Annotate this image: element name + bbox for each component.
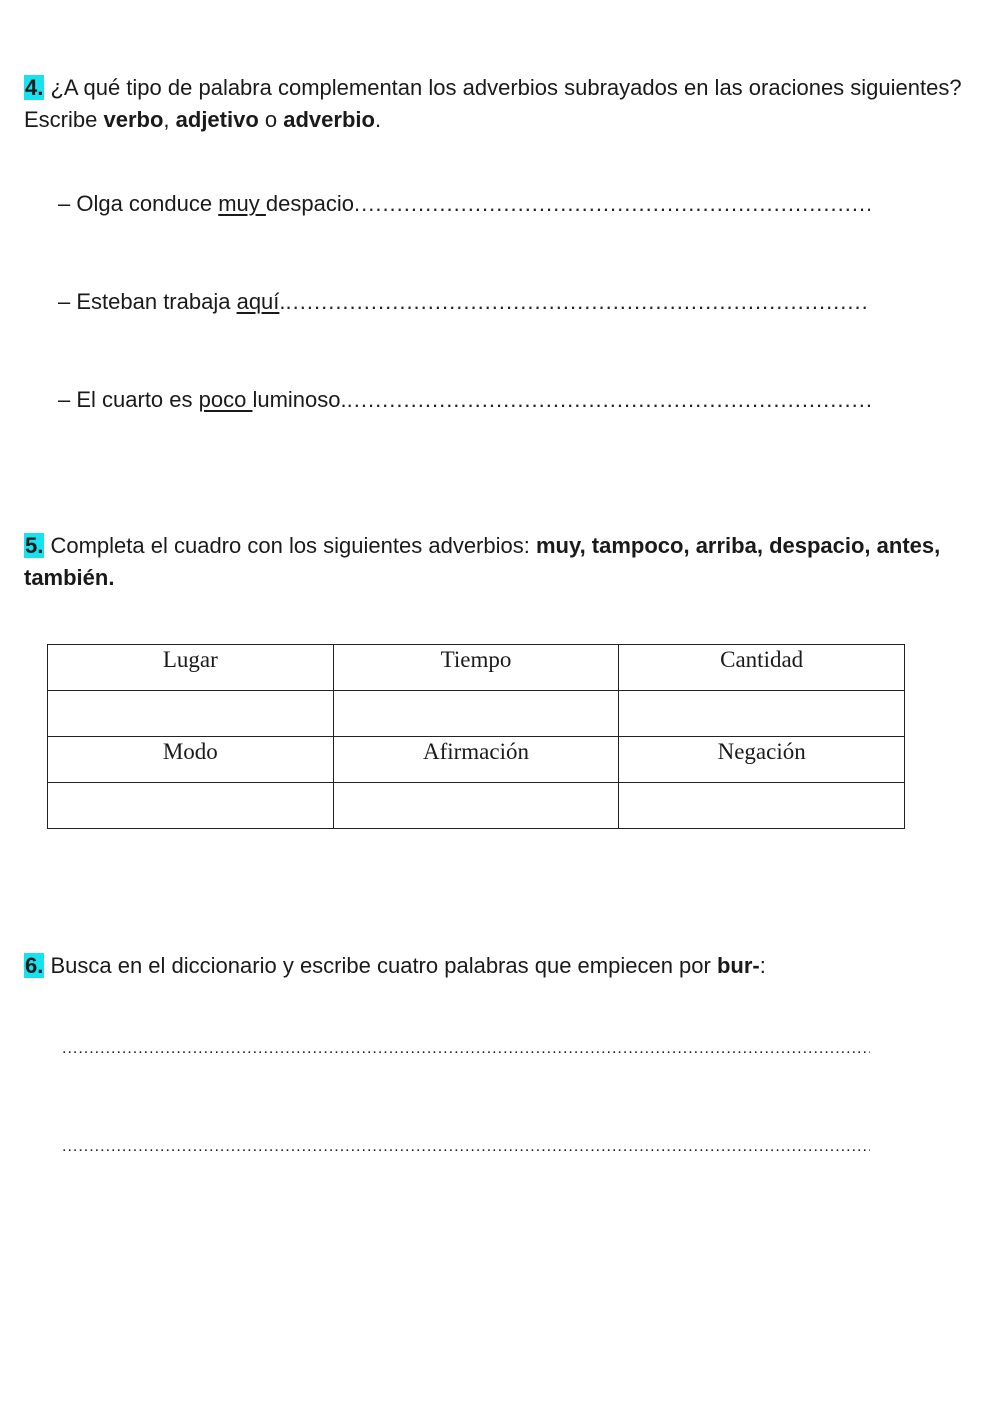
header-tiempo: Tiempo xyxy=(333,645,619,691)
answer-blank-1[interactable] xyxy=(354,188,870,220)
adverb-table xyxy=(47,644,905,829)
table-header-row xyxy=(48,645,905,691)
header-afirmacion: Afirmación xyxy=(333,737,619,783)
question-6-number: 6. xyxy=(25,953,44,978)
question-4-text: ¿A qué tipo de palabra complementan los adverbios subrayados en las oraciones siguientes? Escribe xyxy=(24,75,962,132)
sentence-2: – Esteban trabaja aquí . ..... xyxy=(58,286,870,318)
question-5-prompt xyxy=(24,530,974,594)
cell-lugar[interactable] xyxy=(48,691,334,737)
answer-blank-3[interactable] xyxy=(347,384,870,416)
sentence-3: – El cuarto es poco luminoso. ..... xyxy=(58,384,870,416)
underlined-adverb: aquí xyxy=(236,289,280,314)
answer-blank-2[interactable] xyxy=(286,286,870,318)
prefix-bur: bur- xyxy=(716,953,760,978)
option-verbo: verbo xyxy=(103,107,164,132)
underlined-adverb: poco xyxy=(198,387,253,412)
table-header-row xyxy=(48,737,905,783)
option-adverbio: adverbio xyxy=(283,107,375,132)
header-modo: Modo xyxy=(48,737,334,783)
header-lugar: Lugar xyxy=(48,645,334,691)
answer-line-2[interactable] xyxy=(62,1138,870,1158)
cell-tiempo[interactable] xyxy=(333,691,619,737)
question-5-text: Completa el cuadro con los siguientes adverbios: xyxy=(44,533,536,558)
underlined-adverb: muy xyxy=(218,191,266,216)
cell-modo[interactable] xyxy=(48,783,334,829)
sentence-1: – Olga conduce muy despacio ..... xyxy=(58,188,870,220)
answer-line-1[interactable] xyxy=(62,1040,870,1060)
header-cantidad: Cantidad xyxy=(619,645,905,691)
question-6-text: Busca en el diccionario y escribe cuatro palabras que empiecen por xyxy=(44,953,717,978)
cell-cantidad[interactable] xyxy=(619,691,905,737)
question-4-prompt: 4. ¿A qué tipo de palabra complementan los adverbios subrayados en las oraciones siguientes? Escribe verbo, adjetivo o adverbio. xyxy=(24,75,962,132)
option-adjetivo: adjetivo xyxy=(175,107,259,132)
table-answer-row xyxy=(48,691,905,737)
table-answer-row xyxy=(48,783,905,829)
question-6-prompt: 6. Busca en el diccionario y escribe cuatro palabras que empiecen por bur-: xyxy=(25,953,766,978)
cell-afirmacion[interactable] xyxy=(333,783,619,829)
question-4-number: 4. xyxy=(25,75,44,100)
question-5-number: 5. xyxy=(25,533,44,558)
cell-negacion[interactable] xyxy=(619,783,905,829)
header-negacion: Negación xyxy=(619,737,905,783)
adverb-list: muy, tampoco, arriba, despacio, antes, también. xyxy=(24,533,941,590)
